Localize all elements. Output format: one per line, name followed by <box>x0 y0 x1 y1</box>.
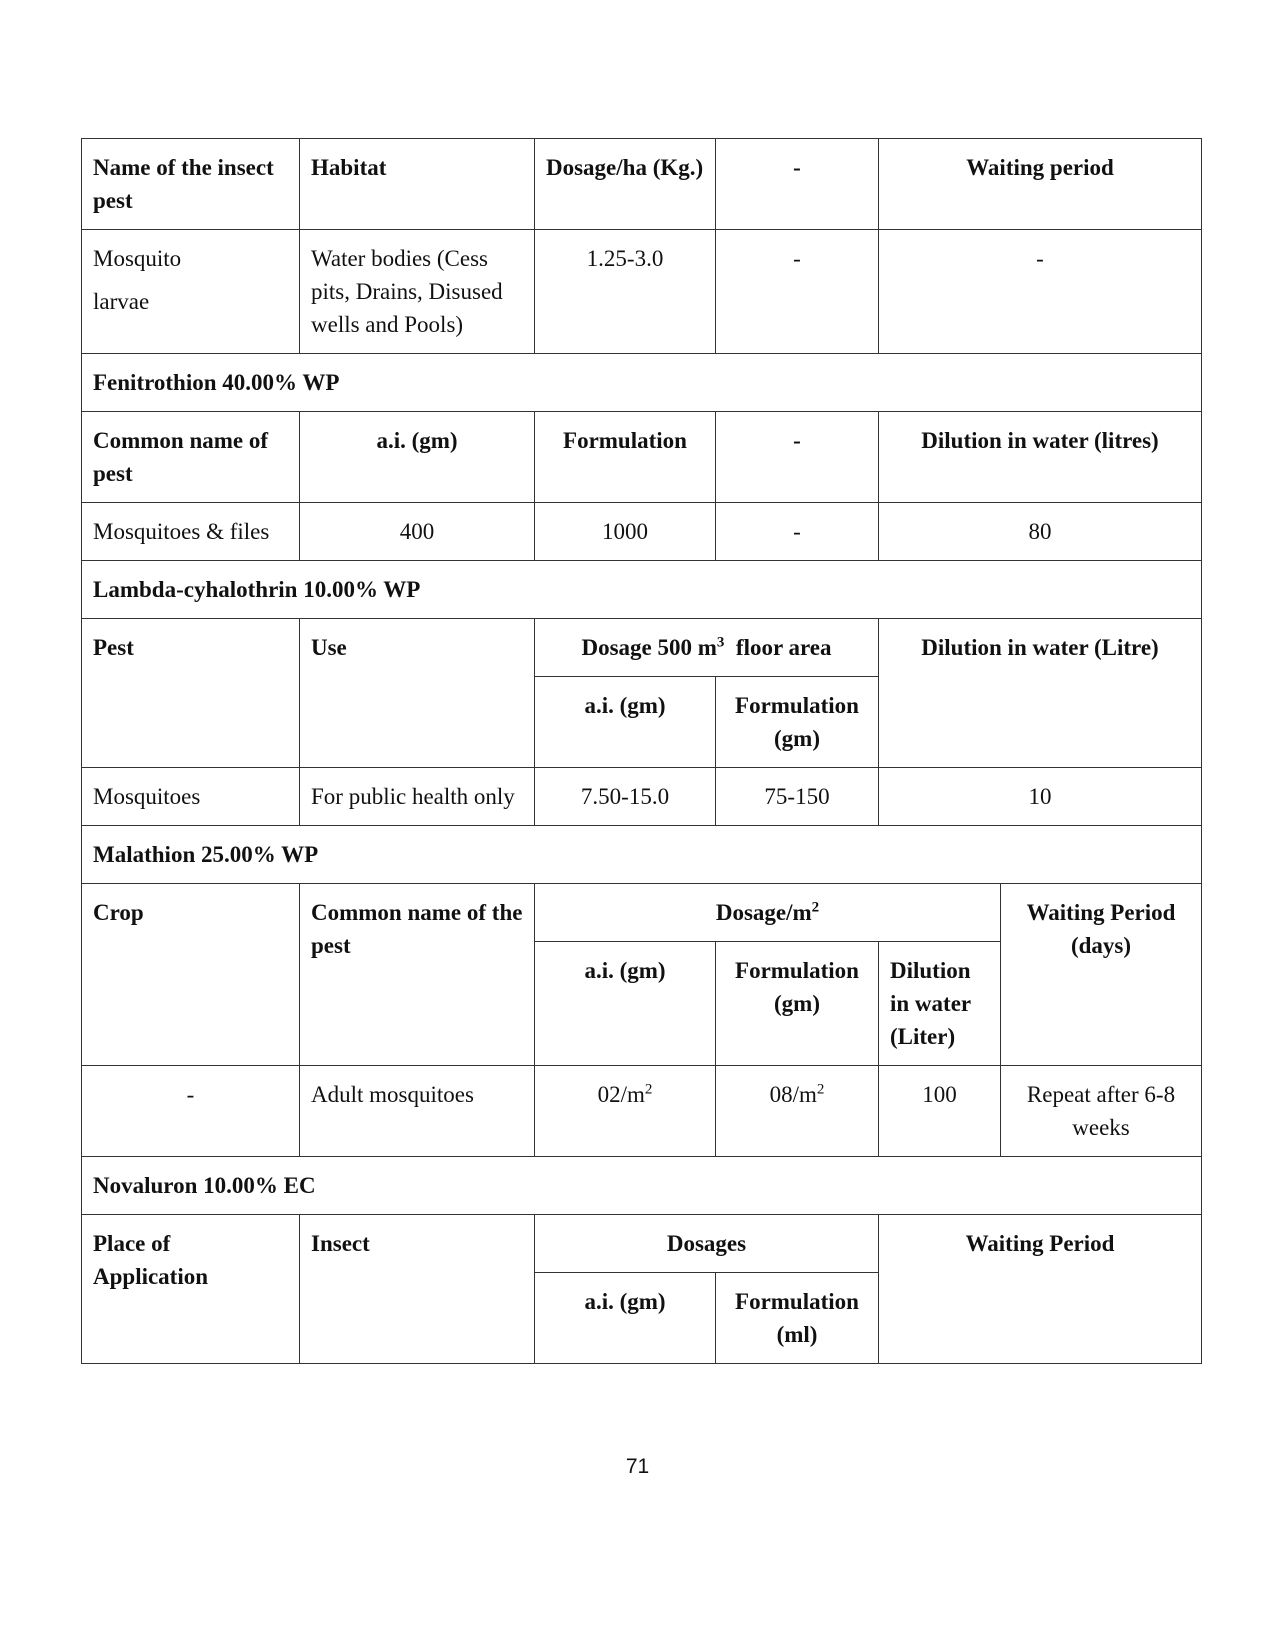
table-cell <box>535 1066 716 1157</box>
table-cell: - <box>82 1066 300 1157</box>
header-cell: Waiting Period <box>879 1215 1202 1364</box>
header-cell: Place of Application <box>82 1215 300 1364</box>
table-cell: Water bodies (Cess pits, Drains, Disused wells and Pools) <box>300 230 535 354</box>
table-cell: 400 <box>300 503 535 561</box>
table-header-row <box>82 412 1202 503</box>
header-cell: a.i. (gm) <box>535 942 716 1066</box>
table-row <box>82 1066 1202 1157</box>
table-cell: - <box>716 230 879 354</box>
pest-name-line: Mosquito <box>93 246 182 271</box>
header-cell: Name of the insect pest <box>82 139 300 230</box>
superscript: 2 <box>811 899 820 916</box>
header-cell: Pest <box>82 619 300 768</box>
section-title-row <box>82 561 1202 619</box>
header-cell: Dilution in water (Liter) <box>879 942 1001 1066</box>
header-cell: Formulation (ml) <box>716 1273 879 1364</box>
section-title: Novaluron 10.00% EC <box>82 1157 1202 1215</box>
header-cell: a.i. (gm) <box>535 677 716 768</box>
section-title: Lambda-cyhalothrin 10.00% WP <box>82 561 1202 619</box>
table-header-row <box>82 139 1202 230</box>
table-cell <box>716 1066 879 1157</box>
header-cell: Dosages <box>535 1215 879 1273</box>
superscript: 2 <box>644 1081 653 1098</box>
table-cell: 75-150 <box>716 768 879 826</box>
header-cell: Waiting Period (days) <box>1001 884 1202 1066</box>
table-cell: Repeat after 6-8 weeks <box>1001 1066 1202 1157</box>
table-cell: - <box>716 503 879 561</box>
header-text: Dosage/m <box>715 900 812 925</box>
header-cell: Formulation (gm) <box>716 942 879 1066</box>
table-cell: 1000 <box>535 503 716 561</box>
table-cell: 10 <box>879 768 1202 826</box>
header-cell: Common name of pest <box>82 412 300 503</box>
table-cell: - <box>879 230 1202 354</box>
header-cell: Waiting period <box>879 139 1202 230</box>
header-cell: Dilution in water (litres) <box>879 412 1202 503</box>
header-cell: Use <box>300 619 535 768</box>
header-cell: Formulation (gm) <box>716 677 879 768</box>
header-cell: a.i. (gm) <box>300 412 535 503</box>
section-title-row <box>82 354 1202 412</box>
header-cell <box>535 619 879 677</box>
pesticide-table <box>81 138 1202 1364</box>
page-number: 71 <box>625 1455 650 1478</box>
header-text: floor area <box>724 635 832 660</box>
header-cell: Common name of the pest <box>300 884 535 1066</box>
table-row <box>82 768 1202 826</box>
header-cell: Insect <box>300 1215 535 1364</box>
table-header-row <box>82 1215 1202 1273</box>
header-cell: Dilution in water (Litre) <box>879 619 1202 768</box>
table-row <box>82 230 1202 354</box>
table-cell: Mosquitoes & files <box>82 503 300 561</box>
cell-text: 08/m <box>769 1082 817 1107</box>
section-title: Malathion 25.00% WP <box>82 826 1202 884</box>
table-cell: 7.50-15.0 <box>535 768 716 826</box>
section-title-row <box>82 1157 1202 1215</box>
table-cell: 80 <box>879 503 1202 561</box>
table-cell <box>82 230 300 354</box>
table-header-row <box>82 884 1202 942</box>
header-cell: Dosage/ha (Kg.) <box>535 139 716 230</box>
header-cell <box>535 884 1001 942</box>
header-cell: a.i. (gm) <box>535 1273 716 1364</box>
table-cell: For public health only <box>300 768 535 826</box>
table-cell: 1.25-3.0 <box>535 230 716 354</box>
header-cell: Habitat <box>300 139 535 230</box>
section-title-row <box>82 826 1202 884</box>
cell-text: 02/m <box>597 1082 645 1107</box>
pest-name-line: larvae <box>93 289 150 314</box>
header-cell: Crop <box>82 884 300 1066</box>
header-cell: - <box>716 412 879 503</box>
table-cell: Adult mosquitoes <box>300 1066 535 1157</box>
superscript: 3 <box>716 634 725 651</box>
table-cell: Mosquitoes <box>82 768 300 826</box>
superscript: 2 <box>816 1081 825 1098</box>
table-row <box>82 503 1202 561</box>
header-text: Dosage 500 m <box>581 635 717 660</box>
table-header-row <box>82 619 1202 677</box>
section-title: Fenitrothion 40.00% WP <box>82 354 1202 412</box>
table-cell: 100 <box>879 1066 1001 1157</box>
header-cell: - <box>716 139 879 230</box>
header-cell: Formulation <box>535 412 716 503</box>
